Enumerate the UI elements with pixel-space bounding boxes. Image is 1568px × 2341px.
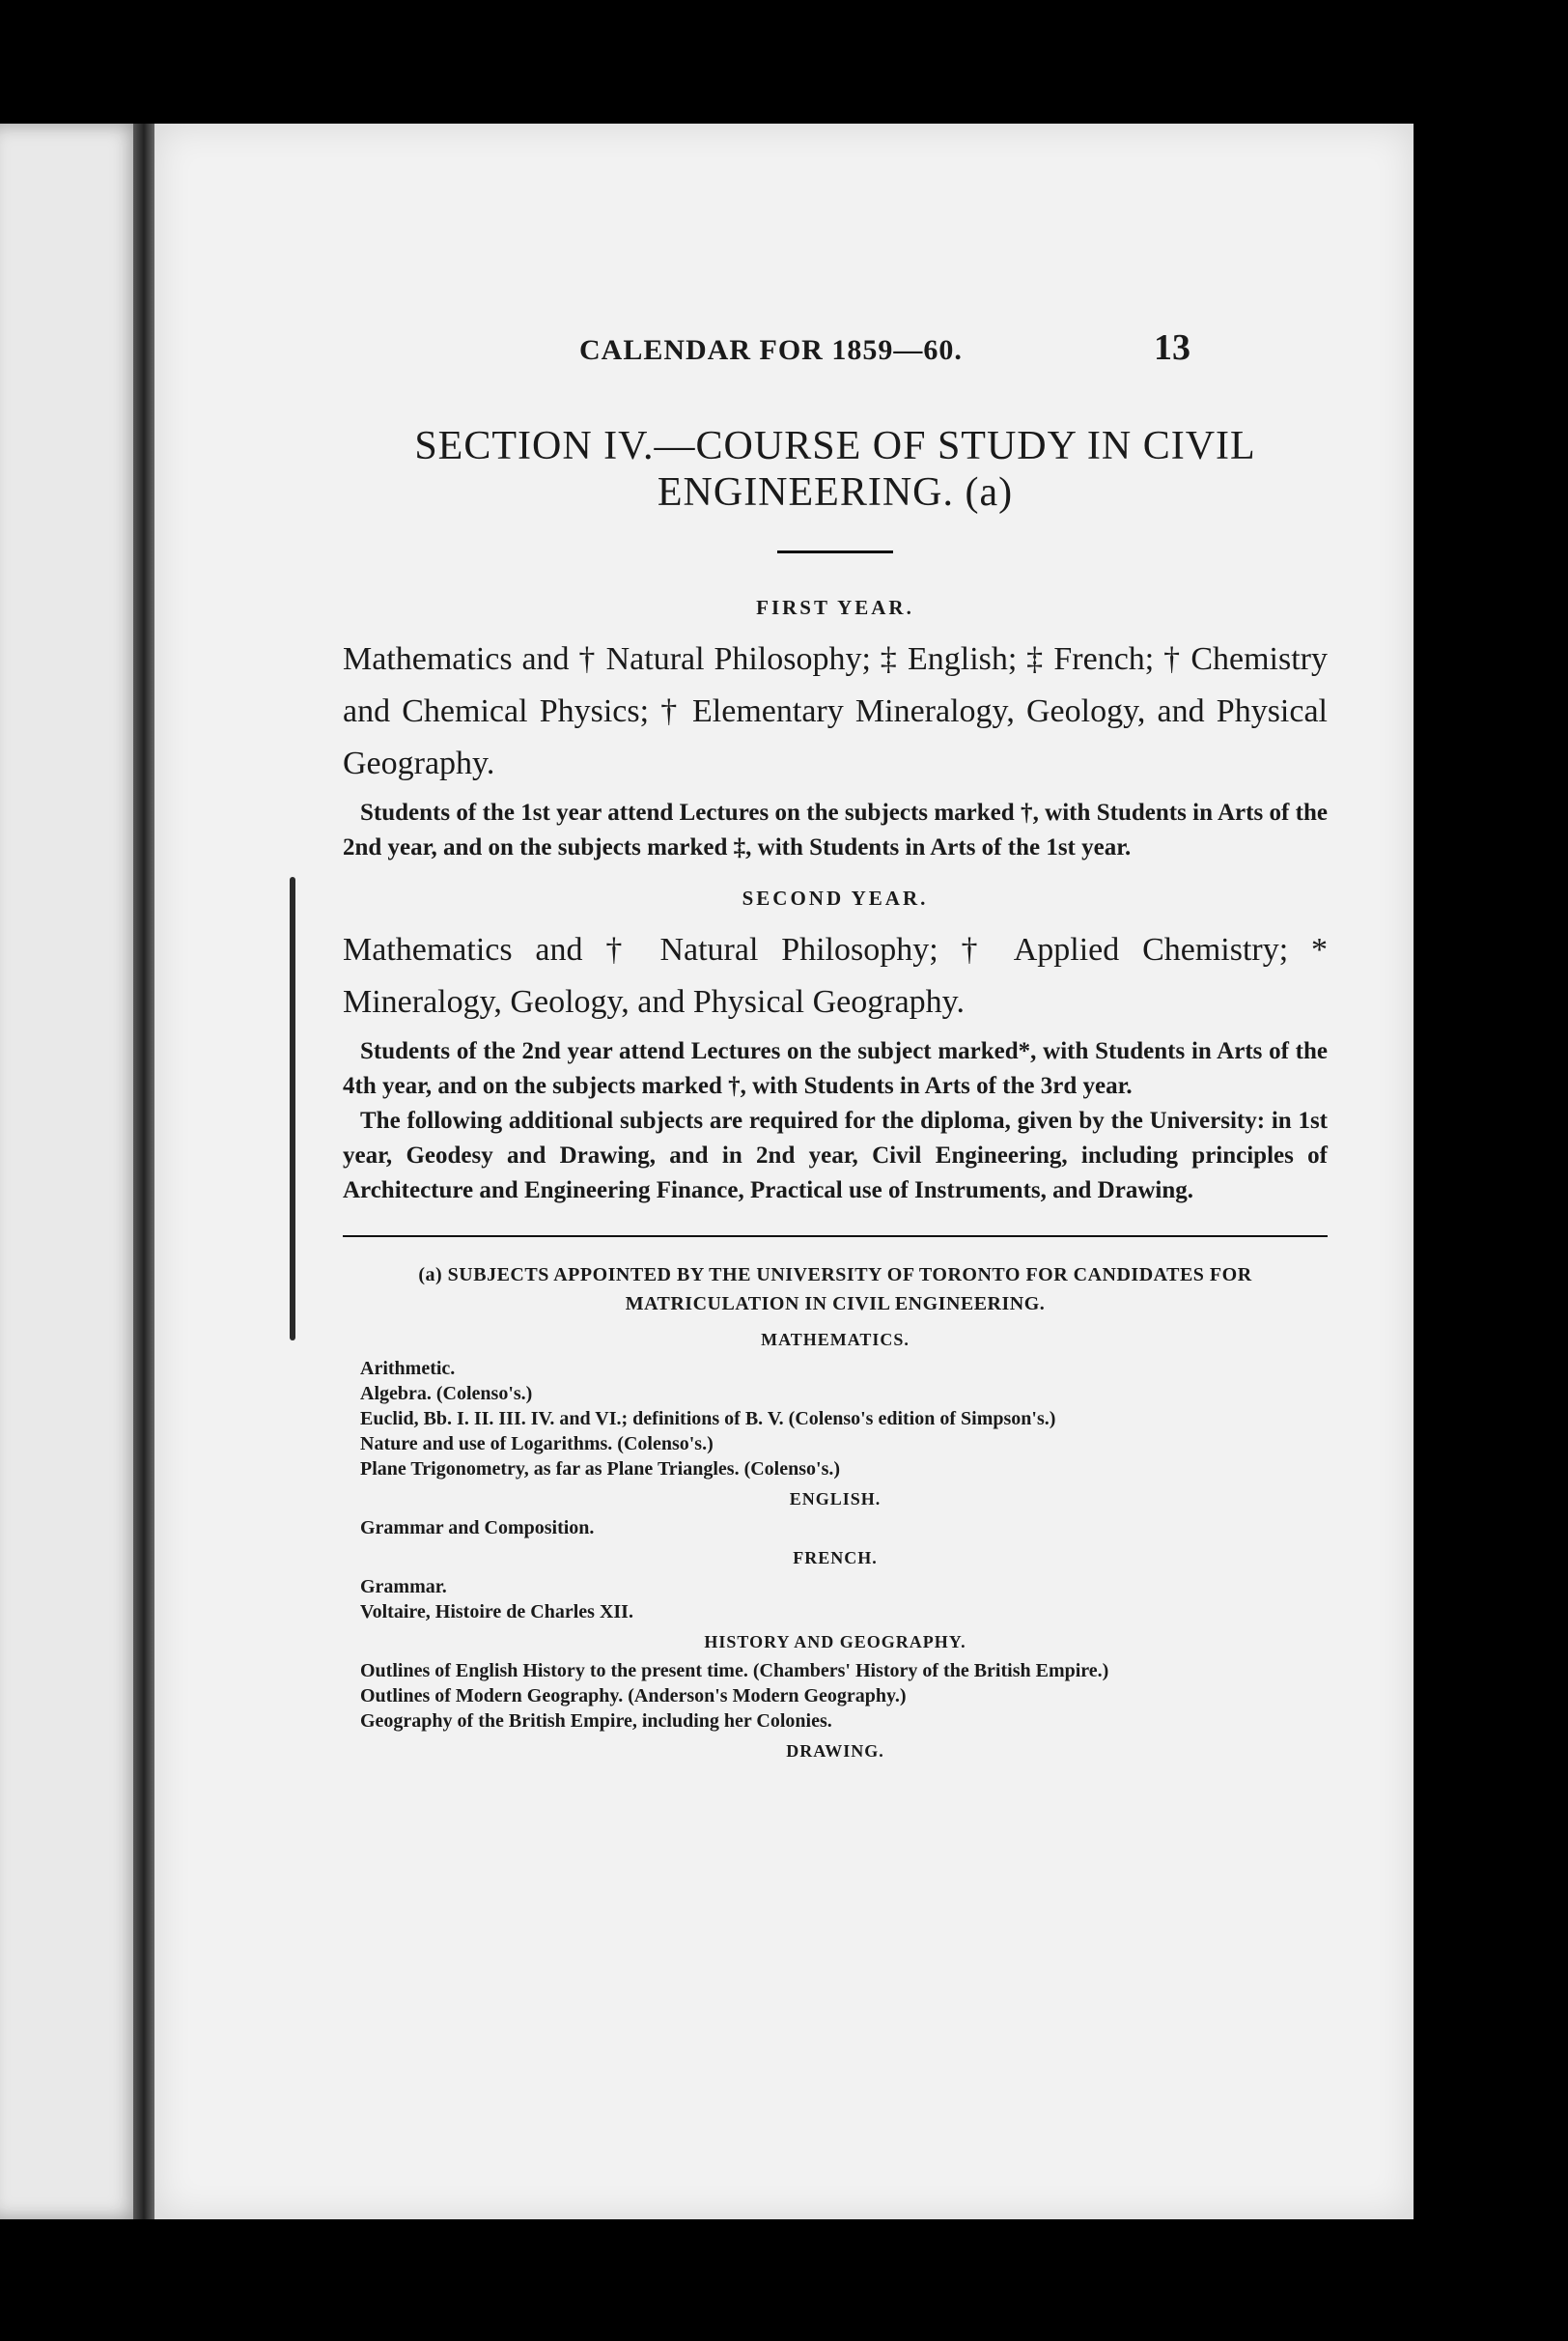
book-gutter [133,124,154,2219]
first-year-subjects: Mathematics and † Natural Philosophy; ‡ English; ‡ French; † Chemistry and Chemical Physics; † Elementary Mineralogy, Geology, and Physical Geography. [343,641,1328,781]
french-item: Voltaire, Histoire de Charles XII. [360,1601,633,1622]
section-title [343,423,1328,516]
english-heading: ENGLISH. [789,1489,882,1509]
first-year-block [343,596,1328,865]
drawing-heading: DRAWING. [786,1741,884,1761]
facing-page-edge [0,124,143,2219]
math-item: Euclid, Bb. I. II. III. IV. and VI.; definitions of B. V. (Colenso's edition of Simpson's.) [360,1408,1056,1429]
second-year-block [343,887,1328,1208]
english-item: Grammar and Composition. [360,1517,595,1538]
french-heading: FRENCH. [793,1548,878,1567]
history-geography-heading: HISTORY AND GEOGRAPHY. [704,1632,966,1651]
footnote-divider [343,1235,1328,1237]
math-item: Arithmetic. [360,1358,456,1379]
title-rule [777,550,893,553]
math-item: Nature and use of Logarithms. (Colenso's.) [360,1433,714,1454]
mathematics-heading: MATHEMATICS. [761,1330,910,1349]
diploma-requirements: The following additional subjects are required for the diploma, given by the University: in 1st year, Geodesy and Drawing, and in 2nd year, Civil Engineering, including principles of Architecture and Engineering Finance, Practical use of Instruments, and Drawing. [343,1108,1328,1203]
french-item: Grammar. [360,1576,447,1597]
page-number: 13 [1154,327,1190,368]
history-item: Outlines of English History to the present time. (Chambers' History of the British Empire.) [360,1660,1109,1681]
running-head [154,327,1414,382]
book-page [154,124,1414,2219]
section-title-line-2: ENGINEERING. (a) [657,470,1014,515]
footnote-heading: (a) SUBJECTS APPOINTED BY THE UNIVERSITY OF TORONTO FOR CANDIDATES FOR MATRICULATION IN CIVIL ENGINEERING. [418,1264,1252,1314]
second-year-subjects: Mathematics and † Natural Philosophy; † Applied Chemistry; * Mineralogy, Geology, and Physical Geography. [343,932,1328,1020]
history-item: Geography of the British Empire, including her Colonies. [360,1710,832,1732]
section-title-line-1: SECTION IV.—COURSE OF STUDY IN CIVIL [414,424,1256,468]
first-year-note: Students of the 1st year attend Lectures on the subjects marked †, with Students in Arts of the 2nd year, and on the subjects marked ‡, with Students in Arts of the 1st year. [343,800,1328,860]
history-item: Outlines of Modern Geography. (Anderson's Modern Geography.) [360,1685,907,1706]
math-item: Plane Trigonometry, as far as Plane Triangles. (Colenso's.) [360,1458,841,1480]
first-year-heading: FIRST YEAR. [756,596,914,619]
running-title: CALENDAR FOR 1859—60. [579,334,963,366]
page-content [343,423,1328,1767]
footnote [343,1260,1328,1762]
math-item: Algebra. (Colenso's.) [360,1383,533,1404]
second-year-note: Students of the 2nd year attend Lectures on the subject marked*, with Students in Arts of the 4th year, and on the subjects marked †, with Students in Arts of the 3rd year. [343,1038,1328,1099]
second-year-heading: SECOND YEAR. [742,887,929,910]
margin-binding-mark [290,877,295,1340]
